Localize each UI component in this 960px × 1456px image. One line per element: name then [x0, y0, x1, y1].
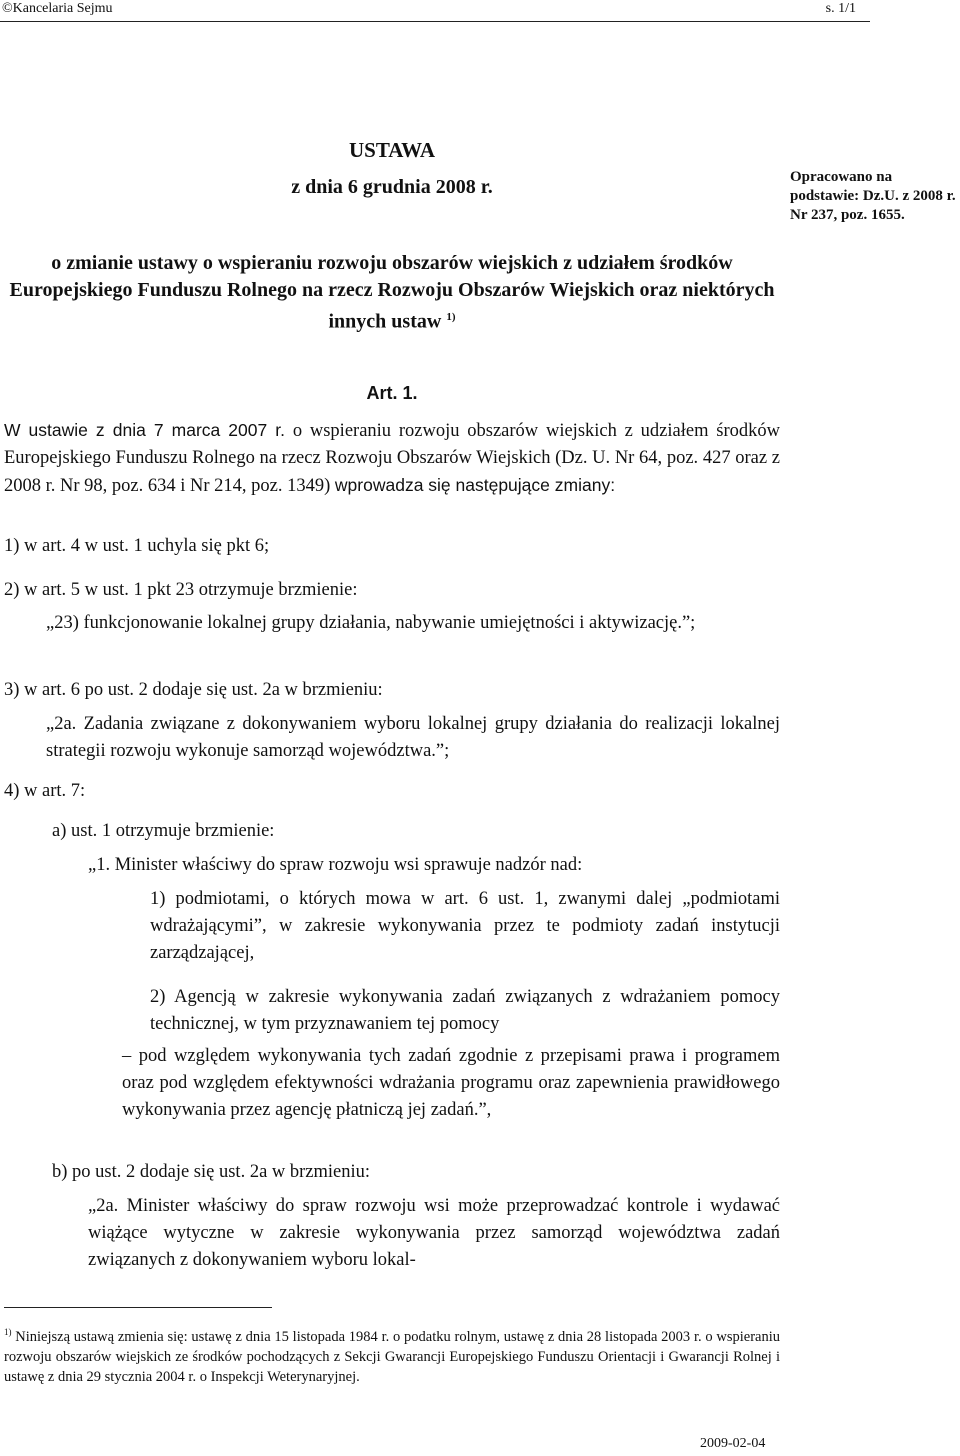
change-item-2-quote: „23) funkcjonowanie lokalnej grupy działania, nabywanie umiejętności i aktywizację.”;: [46, 613, 696, 633]
footnote-reference: 1): [446, 311, 456, 323]
change-item-3-quote: „2a. Zadania związane z dokonywaniem wyboru lokalnej grupy działania do realizacji lokalnej strategii rozwoju wykonuje samorząd województwa.”;: [46, 714, 780, 761]
source-note: Opracowano na podstawie: Dz.U. z 2008 r. Nr 237, poz. 1655.: [790, 169, 956, 223]
header-rule: [0, 21, 870, 22]
change-item-1: 1) w art. 4 w ust. 1 uchyla się pkt 6;: [4, 536, 270, 556]
article-heading: Art. 1.: [366, 383, 418, 403]
act-kind: USTAWA: [349, 138, 435, 162]
article-intro-b: o wspieraniu rozwoju obszarów wiejskich z udziałem środków Europejskiego Funduszu Rolnego na rzecz Rozwoju Obszarów Wiejskich (Dz. U. Nr 64, poz. 427 oraz z 2008 r. Nr 98, poz. 634 i Nr 214, poz. 1349): [4, 421, 781, 496]
change-item-3: 3) w art. 6 po ust. 2 dodaje się ust. 2a w brzmieniu:: [4, 680, 383, 700]
act-subject: [0, 250, 784, 336]
footnote: [4, 1322, 780, 1387]
article-intro: [4, 417, 780, 500]
change-item-4a-point-2: 2) Agencją w zakresie wykonywania zadań związanych z wdrażaniem pomocy technicznej, w tym przyznawaniem tej pomocy: [150, 987, 780, 1034]
act-subject-text: o zmianie ustawy o wspieraniu rozwoju obszarów wiejskich z udziałem środków Europejskiego Funduszu Rolnego na rzecz Rozwoju Obszarów Wiejskich oraz niektórych innych ustaw: [9, 252, 775, 333]
change-item-4a: a) ust. 1 otrzymuje brzmienie:: [52, 821, 275, 841]
change-item-4a-tail: – pod względem wykonywania tych zadań zgodnie z przepisami prawa i programem oraz pod względem efektywności wdrażania programu oraz zapewnienia prawidłowego wykonywania przez agencję płatniczą jej zadań.”,: [122, 1046, 780, 1120]
change-item-4a-point-1: 1) podmiotami, o których mowa w art. 6 ust. 1, zwanymi dalej „podmiotami wdrażającymi”, w zakresie wykonywania przez te podmioty zadań instytucji zarządzającej,: [150, 889, 780, 963]
act-date: z dnia 6 grudnia 2008 r.: [291, 176, 493, 198]
change-item-4b: b) po ust. 2 dodaje się ust. 2a w brzmieniu:: [52, 1162, 371, 1182]
page-header: [0, 0, 960, 22]
change-item-4: 4) w art. 7:: [4, 781, 86, 801]
footnote-marker: 1): [4, 1327, 12, 1337]
footnote-rule: [4, 1307, 272, 1308]
footer-date: 2009-02-04: [700, 1436, 766, 1451]
change-item-4a-quote: „1. Minister właściwy do spraw rozwoju wsi sprawuje nadzór nad:: [88, 855, 583, 875]
change-item-2: 2) w art. 5 w ust. 1 pkt 23 otrzymuje brzmienie:: [4, 580, 358, 600]
change-item-4b-quote: „2a. Minister właściwy do spraw rozwoju wsi może przeprowadzać kontrole i wydawać wiążące wytyczne w zakresie wykonywania przez samorząd województwa zadań związanych z dokonywaniem wyboru lokal-: [88, 1196, 780, 1270]
header-page-number: s. 1/1: [825, 1, 856, 16]
footnote-text: Niniejszą ustawą zmienia się: ustawę z dnia 15 listopada 1984 r. o podatku rolnym, ustawę z dnia 28 listopada 2003 r. o wspieraniu rozwoju obszarów wiejskich ze środków pochodzących z Sekcji Gwarancji Europejskiego Funduszu Orientacji i Gwarancji Rolnej i ustawę z dnia 29 stycznia 2004 r. o Inspekcji Weterynaryjnej.: [4, 1328, 781, 1385]
header-publisher: ©Kancelaria Sejmu: [2, 1, 113, 16]
article-intro-a: W ustawie z dnia 7 marca 2007 r.: [4, 420, 285, 440]
article-intro-c: wprowadza się następujące zmiany:: [334, 475, 616, 495]
